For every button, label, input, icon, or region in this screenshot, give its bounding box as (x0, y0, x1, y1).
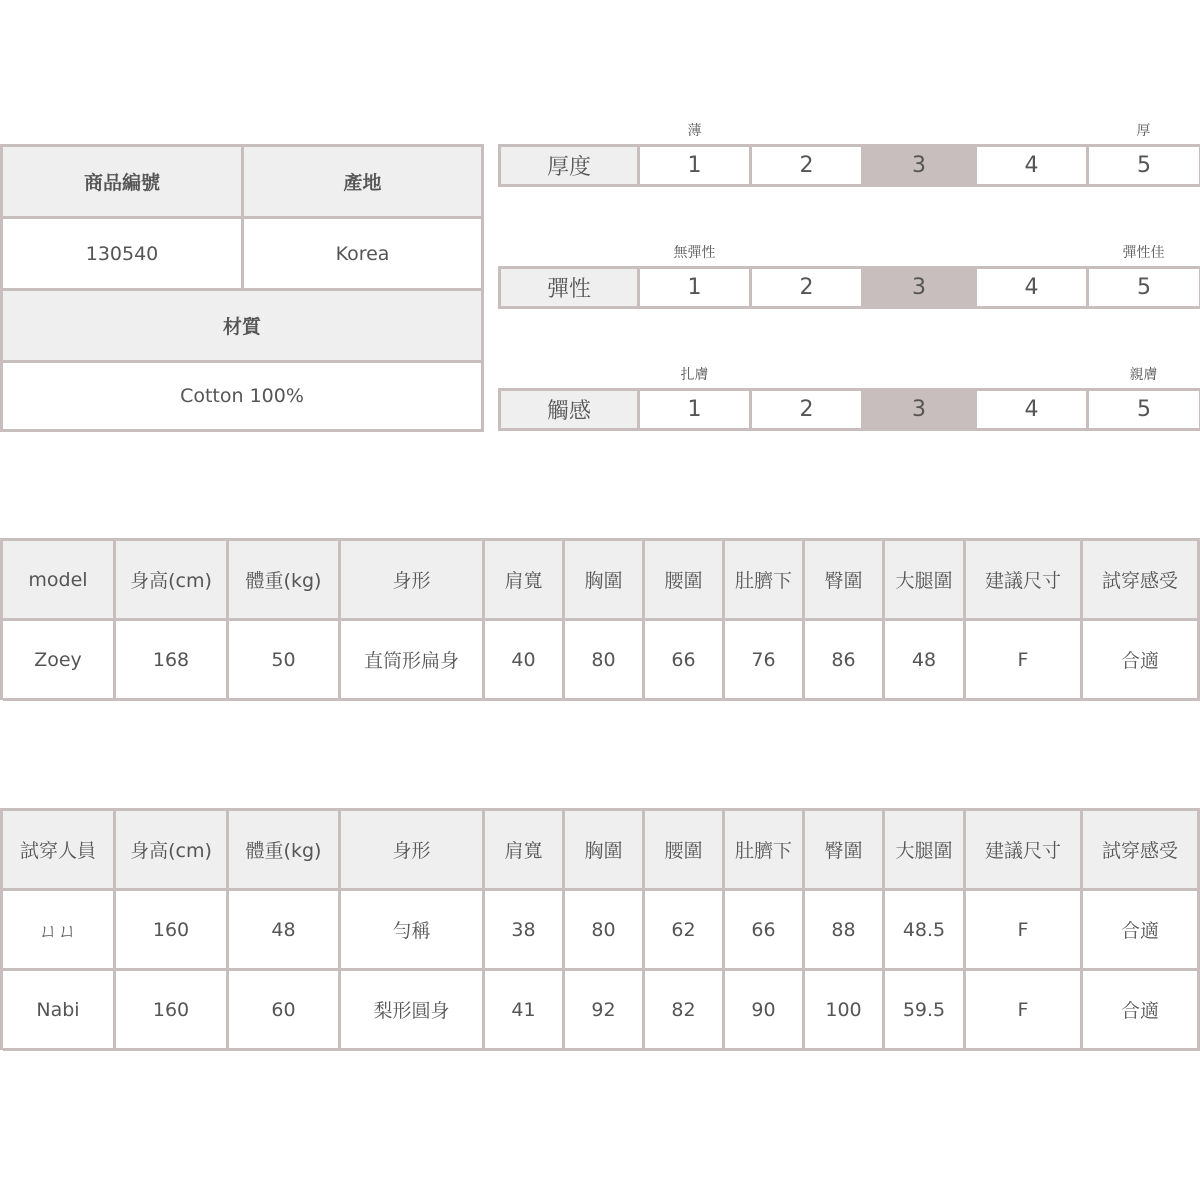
scale-low-label: 無彈性 (673, 245, 716, 261)
cell-shoulder: 41 (485, 971, 565, 1051)
cell-thigh: 48.5 (885, 891, 966, 971)
cell-waist: 66 (645, 621, 725, 701)
header-below-navel: 肚臍下 (725, 541, 805, 621)
header-hip: 臀圍 (805, 541, 885, 621)
origin-label: 產地 (244, 147, 484, 219)
product-code-label: 商品編號 (3, 147, 244, 219)
cell-height: 160 (116, 891, 229, 971)
product-code-value: 130540 (3, 219, 244, 291)
cell-name: Zoey (3, 621, 116, 701)
cell-height: 168 (116, 621, 229, 701)
product-info-table (0, 144, 484, 432)
cell-body-shape: 直筒形扁身 (341, 621, 485, 701)
header-weight: 體重(kg) (229, 811, 341, 891)
scale-name: 厚度 (501, 147, 640, 187)
material-label: 材質 (3, 291, 484, 363)
header-waist: 腰圍 (645, 541, 725, 621)
cell-thigh: 59.5 (885, 971, 966, 1051)
cell-below-navel: 66 (725, 891, 805, 971)
cell-weight: 48 (229, 891, 341, 971)
header-height: 身高(cm) (116, 541, 229, 621)
origin-value: Korea (244, 219, 484, 291)
scale-value-2: 2 (752, 147, 864, 187)
cell-below-navel: 76 (725, 621, 805, 701)
header-thigh: 大腿圍 (885, 541, 966, 621)
cell-waist: 82 (645, 971, 725, 1051)
scale-value-3: 3 (864, 391, 977, 431)
scale-low-label: 薄 (687, 123, 702, 139)
scale-value-1: 1 (640, 391, 752, 431)
header-fit-feeling: 試穿感受 (1083, 811, 1200, 891)
scale-value-3: 3 (864, 147, 977, 187)
header-shoulder: 肩寬 (485, 541, 565, 621)
cell-name: ㄩㄩ (3, 891, 116, 971)
cell-body-shape: 梨形圓身 (341, 971, 485, 1051)
scale-high-label: 厚 (1136, 123, 1151, 139)
header-name: model (3, 541, 116, 621)
cell-fit-feeling: 合適 (1083, 971, 1200, 1051)
cell-suggested-size: F (966, 891, 1083, 971)
cell-hip: 86 (805, 621, 885, 701)
cell-suggested-size: F (966, 621, 1083, 701)
scale-value-5: 5 (1089, 391, 1200, 431)
header-name: 試穿人員 (3, 811, 116, 891)
cell-below-navel: 90 (725, 971, 805, 1051)
cell-suggested-size: F (966, 971, 1083, 1051)
scale-value-5: 5 (1089, 147, 1200, 187)
header-thigh: 大腿圍 (885, 811, 966, 891)
header-waist: 腰圍 (645, 811, 725, 891)
cell-chest: 92 (565, 971, 645, 1051)
header-suggested-size: 建議尺寸 (966, 541, 1083, 621)
cell-body-shape: 勻稱 (341, 891, 485, 971)
scale-name: 彈性 (501, 269, 640, 309)
cell-chest: 80 (565, 891, 645, 971)
header-height: 身高(cm) (116, 811, 229, 891)
cell-height: 160 (116, 971, 229, 1051)
cell-hip: 88 (805, 891, 885, 971)
material-value: Cotton 100% (3, 363, 484, 432)
scale-value-2: 2 (752, 269, 864, 309)
cell-shoulder: 40 (485, 621, 565, 701)
header-hip: 臀圍 (805, 811, 885, 891)
cell-weight: 50 (229, 621, 341, 701)
scale-high-label: 親膚 (1129, 367, 1158, 383)
cell-hip: 100 (805, 971, 885, 1051)
scale-value-4: 4 (977, 147, 1089, 187)
header-suggested-size: 建議尺寸 (966, 811, 1083, 891)
scale-value-5: 5 (1089, 269, 1200, 309)
scale-value-3: 3 (864, 269, 977, 309)
cell-waist: 62 (645, 891, 725, 971)
cell-fit-feeling: 合適 (1083, 891, 1200, 971)
cell-chest: 80 (565, 621, 645, 701)
header-chest: 胸圍 (565, 541, 645, 621)
scale-high-label: 彈性佳 (1122, 245, 1165, 261)
cell-name: Nabi (3, 971, 116, 1051)
cell-thigh: 48 (885, 621, 966, 701)
scale-row (498, 388, 1200, 431)
scale-value-4: 4 (977, 391, 1089, 431)
tester-measurements-table (0, 808, 1200, 1050)
header-chest: 胸圍 (565, 811, 645, 891)
header-below-navel: 肚臍下 (725, 811, 805, 891)
scale-name: 觸感 (501, 391, 640, 431)
cell-shoulder: 38 (485, 891, 565, 971)
scale-value-4: 4 (977, 269, 1089, 309)
model-measurements-table (0, 538, 1200, 700)
scale-value-1: 1 (640, 147, 752, 187)
cell-fit-feeling: 合適 (1083, 621, 1200, 701)
scale-row (498, 266, 1200, 309)
header-body-shape: 身形 (341, 541, 485, 621)
header-weight: 體重(kg) (229, 541, 341, 621)
scale-value-1: 1 (640, 269, 752, 309)
header-shoulder: 肩寬 (485, 811, 565, 891)
scale-value-2: 2 (752, 391, 864, 431)
cell-weight: 60 (229, 971, 341, 1051)
header-fit-feeling: 試穿感受 (1083, 541, 1200, 621)
scale-low-label: 扎膚 (680, 367, 709, 383)
scale-row (498, 144, 1200, 187)
header-body-shape: 身形 (341, 811, 485, 891)
